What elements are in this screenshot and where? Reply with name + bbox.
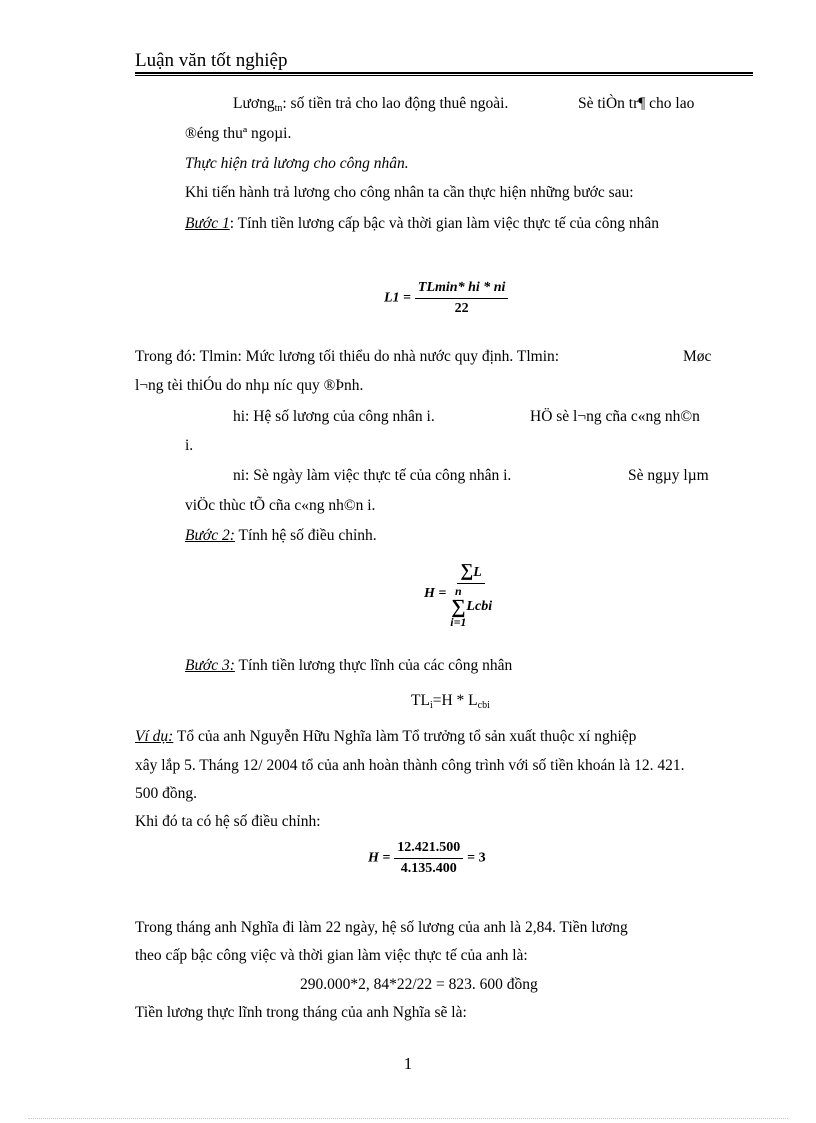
paragraph-line-legacy: Sè ngµy lµm xyxy=(628,467,709,484)
step-3-label: Bước 3: xyxy=(185,657,235,674)
step-1-label: Bước 1 xyxy=(185,215,230,232)
paragraph-line: Khi đó ta có hệ số điều chỉnh: xyxy=(135,813,321,830)
paragraph-line: ni: Sè ngày làm việc thực tế của công nhân i. xyxy=(233,467,512,484)
paragraph-line: 500 đồng. xyxy=(135,785,197,802)
paragraph-line-legacy: l¬ng tèi thiÓu do nhµ níc quy ®Þnh. xyxy=(135,377,364,394)
calculation-line: 290.000*2, 84*22/22 = 823. 600 đồng xyxy=(300,976,538,993)
formula-l1: L1 = $\frac{TLmin* hi * ni}{22}$ xyxy=(384,280,508,317)
step-2-label: Bước 2: xyxy=(185,527,235,544)
paragraph-line: hi: Hệ số lương của công nhân i. xyxy=(233,408,435,425)
paragraph-line: Lương$_{tn}$: số tiền trả cho lao động thuê ngoài. xyxy=(233,95,509,114)
paragraph-line-legacy: ®éng thuª ngoµi. xyxy=(185,125,292,142)
paragraph-line-legacy: Sè tiÒn tr¶ cho lao xyxy=(578,95,695,112)
example-line: Ví dụ: Tổ của anh Nguyễn Hữu Nghĩa làm Tổ trưởng tổ sản xuất thuộc xí nghiệp xyxy=(135,728,637,745)
paragraph-line: i. xyxy=(185,437,194,454)
paragraph-line: theo cấp bậc công việc và thời gian làm việc thực tế của anh là: xyxy=(135,947,528,964)
formula-tl: $TL_i=H * L_{cbi}$ xyxy=(411,692,490,711)
example-label: Ví dụ: xyxy=(135,728,174,745)
header-rule-thin xyxy=(135,75,753,76)
paragraph-line: Trong đó: Tlmin: Mức lương tối thiểu do nhà nước quy định. Tlmin: xyxy=(135,348,560,365)
paragraph-line-legacy: viÖc thùc tÕ cña c«ng nh©n i. xyxy=(185,497,376,514)
page-break-line xyxy=(28,1118,788,1119)
paragraph-line: Tiền lương thực lĩnh trong tháng của anh Nghĩa sẽ là: xyxy=(135,1004,467,1021)
header-title: Luận văn tốt nghiệp xyxy=(135,50,288,71)
formula-h-sum: H = ∑L n ∑ i=1 Lcbi xyxy=(424,560,493,629)
page-number: 1 xyxy=(403,1054,413,1073)
step-2-line: Bước 2: Tính hệ số điều chỉnh. xyxy=(185,527,377,544)
paragraph-line-legacy: HÖ sè l¬ng cña c«ng nh©n xyxy=(530,408,700,425)
paragraph-line: Khi tiến hành trả lương cho công nhân ta cần thực hiện những bước sau: xyxy=(185,184,634,201)
section-heading: Thực hiện trả lương cho công nhân. xyxy=(185,155,409,172)
paragraph-line: xây lắp 5. Tháng 12/ 2004 tổ của anh hoàn thành công trình với số tiền khoán là 12. 421. xyxy=(135,757,685,774)
paragraph-line: Trong tháng anh Nghĩa đi làm 22 ngày, hệ số lương của anh là 2,84. Tiền lương xyxy=(135,919,628,936)
formula-h-value: H = $\frac{12.421.500}{4.135.400}$ = 3 xyxy=(368,840,486,876)
step-3-line: Bước 3: Tính tiền lương thực lĩnh của các công nhân xyxy=(185,657,513,674)
step-1-line: Bước 1: Tính tiền lương cấp bậc và thời gian làm việc thực tế của công nhân xyxy=(185,215,660,232)
header-rule-thick xyxy=(135,72,753,74)
paragraph-line-legacy: Møc xyxy=(683,348,712,365)
